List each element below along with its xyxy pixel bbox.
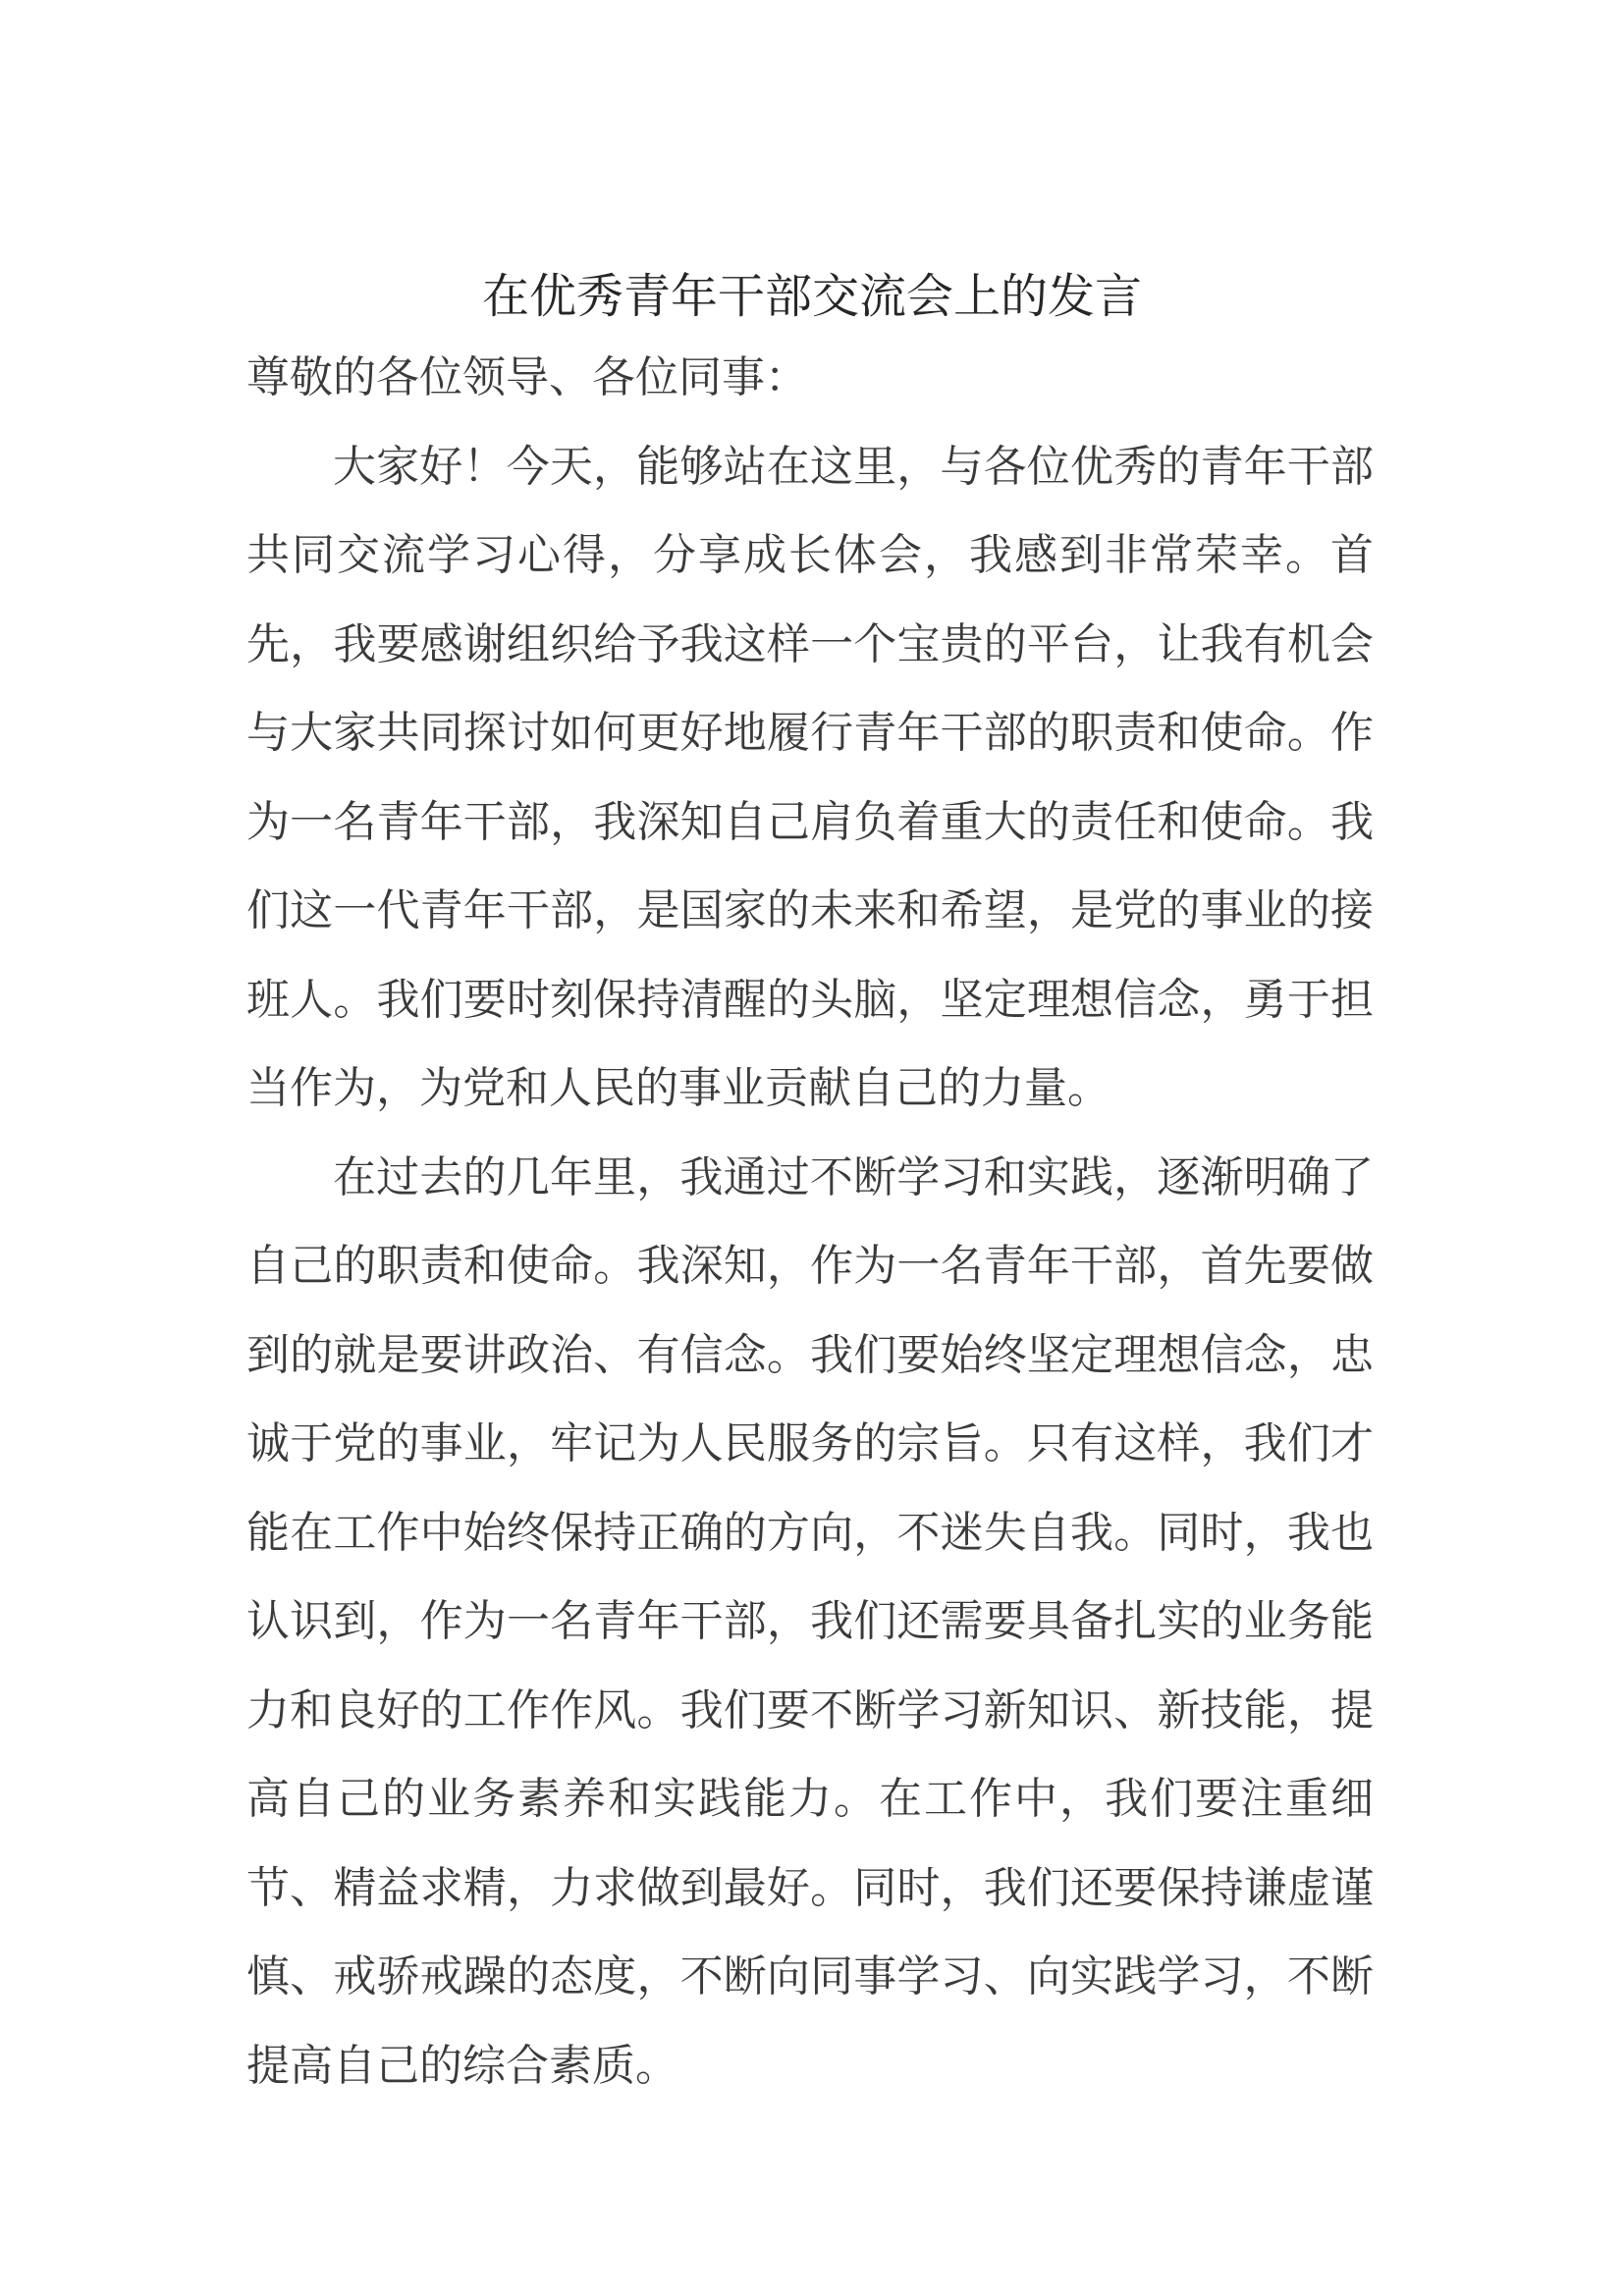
document-title: 在优秀青年干部交流会上的发言 bbox=[481, 269, 1142, 324]
salutation: 尊敬的各位领导、各位同事： bbox=[246, 352, 808, 402]
paragraph-experience: 在过去的几年里，我通过不断学习和实践，逐渐明确了自己的职责和使命。我深知，作为一名青年干部，首先要做到的就是要讲政治、有信念。我们要始终坚定理想信念，忠诚于党的事业，牢记为人民服务的宗旨。只有这样，我们才能在工作中始终保持正确的方向，不迷失自我。同时，我也认识到，作为一名青年干部，我们还需要具备扎实的业务能力和良好的工作作风。我们要不断学习新知识、新技能，提高自己的业务素养和实践能力。在工作中，我们要注重细节、精益求精，力求做到最好。同时，我们还要保持谦虚谨慎、戒骄戒躁的态度，不断向同事学习、向实践学习，不断提高自己的综合素质。 bbox=[246, 1151, 1374, 2091]
document-body bbox=[246, 334, 1374, 2110]
paragraph-greeting: 大家好！今天，能够站在这里，与各位优秀的青年干部共同交流学习心得，分享成长体会，我感到非常荣幸。首先，我要感谢组织给予我这样一个宝贵的平台，让我有机会与大家共同探讨如何更好地履行青年干部的职责和使命。作为一名青年干部，我深知自己肩负着重大的责任和使命。我们这一代青年干部，是国家的未来和希望，是党的事业的接班人。我们要时刻保持清醒的头脑，坚定理想信念，勇于担当作为，为党和人民的事业贡献自己的力量。 bbox=[246, 441, 1374, 1113]
